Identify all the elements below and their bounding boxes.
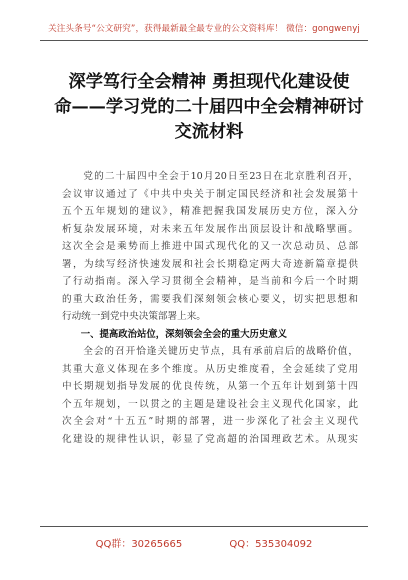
- body-line: 的重大政治任务，需要我们深刻领会核心要义，切实把思想和: [62, 293, 358, 305]
- section-line: 化建设的规律性认识，彰显了党高超的治国理政艺术。从现实: [62, 433, 358, 445]
- section-line: 中长期规划指导发展的优良传统，从第一个五年计划到第十四: [62, 381, 358, 392]
- header-divider: [40, 40, 368, 41]
- document-title: [52, 70, 366, 145]
- body-line: 了行动指南。深入学习贯彻全会精神，是当前和今后一个时期: [62, 276, 358, 287]
- footer-qq: QQ：535304092: [229, 539, 313, 550]
- section-line: 全会的召开恰逢关键历史节点，具有承前启后的战略价值，: [62, 346, 358, 357]
- body-line: 行动统一到党中央决策部署上来。: [62, 311, 206, 322]
- footer-divider: [40, 526, 368, 527]
- body-line: 五个五年规划的建议》，精准把握我国发展历史方位，深入分: [62, 206, 358, 217]
- body-line: 析复杂发展环境，对未来五年发展作出顶层设计和战略擘画。: [62, 223, 358, 235]
- section-line: 其重大意义体现在多个维度。从历史维度看，全会延续了党用: [62, 363, 358, 375]
- footer-qq-group: QQ群：30265665: [95, 539, 183, 550]
- section-heading: 一、提高政治站位，深刻领会全会的重大历史意义: [62, 328, 288, 340]
- body-line: 会议审议通过了《中共中央关于制定国民经济和社会发展第十: [62, 188, 358, 200]
- section-line: 个五年规划，一以贯之的主题是建设社会主义现代化国家，此: [62, 398, 358, 410]
- body-line: 署，为续写经济快速发展和社会长期稳定两大奇迹新篇章提供: [62, 258, 358, 270]
- section-line: 次全会对“十五五”时期的部署，进一步深化了社会主义现代: [62, 416, 358, 427]
- title-line: 深学笃行全会精神 勇担现代化建设使: [68, 72, 350, 92]
- body-line: 党的二十届四中全会于10月20日至23日在北京胜利召开，: [62, 171, 358, 182]
- document-body: [62, 168, 358, 448]
- footer: [0, 535, 408, 550]
- title-line: 命——学习党的二十届四中全会精神研讨: [54, 97, 364, 117]
- header-note: 关注头条号“公文研究”，获得最新最全最专业的公文资料库！ 微信：gongwenyj: [48, 24, 360, 34]
- title-line: 交流材料: [174, 122, 244, 142]
- body-line: 这次全会是乘势而上推进中国式现代化的又一次总动员、总部: [62, 241, 358, 252]
